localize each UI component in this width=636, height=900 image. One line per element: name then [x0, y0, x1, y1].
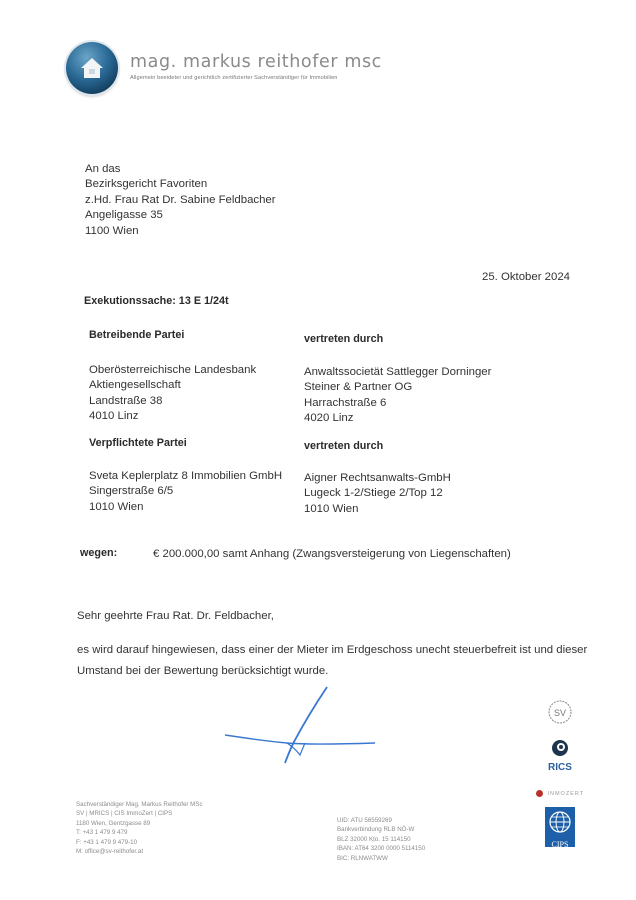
defendant-rep-line: 1010 Wien: [304, 502, 359, 515]
body-paragraph-line: es wird darauf hingewiesen, dass einer der Mieter im Erdgeschoss unecht steuerbefreit ist und dieser: [77, 644, 588, 656]
footer-bank: [337, 816, 425, 863]
letter-date: 25. Oktober 2024: [482, 271, 571, 283]
plaintiff-address: [89, 363, 256, 425]
plaintiff-rep-line: 4020 Linz: [304, 412, 354, 425]
regarding-text: € 200.000,00 samt Anhang (Zwangsversteigerung von Liegenschaften): [153, 548, 511, 560]
rics-badge: [542, 738, 578, 773]
plaintiff-rep-line: Anwaltssocietät Sattlegger Dorninger: [304, 366, 492, 378]
recipient-line: Bezirksgericht Favoriten: [85, 178, 208, 191]
plaintiff-rep-address: [304, 365, 491, 427]
plaintiff-line: Landstraße 38: [89, 394, 163, 407]
recipient-line: An das: [85, 163, 121, 175]
footer-line: 1180 Wien, Gentzgasse 89: [76, 819, 151, 827]
salutation: Sehr geehrte Frau Rat. Dr. Feldbacher,: [77, 610, 274, 622]
defendant-line: Singerstraße 6/5: [89, 485, 174, 498]
footer-line: UID: ATU 56559269: [337, 817, 392, 824]
case-number: Exekutionssache: 13 E 1/24t: [84, 295, 229, 307]
defendant-line: 1010 Wien: [89, 500, 144, 513]
footer-line: BLZ 32000 Kto. 15 114150: [337, 835, 411, 843]
house-icon: [80, 56, 104, 80]
footer-line: M: office@sv-reithofer.at: [76, 848, 144, 856]
footer-contact: [76, 800, 203, 856]
plaintiff-rep-heading: vertreten durch: [304, 333, 384, 345]
immozert-badge: [536, 785, 584, 803]
recipient-address: [85, 162, 276, 239]
svg-text:SV: SV: [553, 708, 567, 718]
footer-line: Sachverständiger Mag. Markus Reithofer MSc: [76, 801, 203, 808]
regarding-label: wegen:: [80, 547, 118, 559]
recipient-line: Angeligasse 35: [85, 209, 163, 222]
sv-seal-icon: [546, 698, 574, 726]
plaintiff-rep-line: Steiner & Partner OG: [304, 381, 413, 394]
recipient-line: z.Hd. Frau Rat Dr. Sabine Feldbacher: [85, 193, 276, 206]
recipient-line: 1100 Wien: [85, 224, 139, 237]
signature: [215, 685, 375, 765]
defendant-heading: Verpflichtete Partei: [89, 437, 187, 449]
defendant-address: [89, 469, 282, 515]
sv-badge: [545, 698, 575, 728]
plaintiff-line: Oberösterreichische Landesbank: [89, 364, 257, 376]
plaintiff-line: 4010 Linz: [89, 410, 139, 423]
immozert-logo-icon: [536, 790, 543, 797]
defendant-rep-heading: vertreten durch: [304, 440, 384, 452]
rics-label: RICS: [548, 762, 572, 773]
company-logo: [66, 42, 118, 94]
defendant-rep-line: Lugeck 1-2/Stiege 2/Top 12: [304, 487, 443, 500]
footer-line: IBAN: AT64 3200 0000 5114150: [337, 845, 426, 853]
footer-line: F: +43 1 479 9 479-10: [76, 838, 138, 846]
defendant-rep-line: Aigner Rechtsanwalts-GmbH: [304, 472, 451, 484]
footer-line: Bankverbindung RLB NÖ-W: [337, 826, 415, 834]
letterhead-name: mag. markus reithofer msc: [130, 52, 382, 72]
rics-lion-icon: [550, 738, 570, 758]
letterhead-subtitle: Allgemein beeideter und gerichtlich zertifizierter Sachverständiger für Immobilien: [130, 75, 338, 81]
cips-badge: [545, 807, 575, 847]
footer-line: BIC: RLNWATWW: [337, 854, 388, 862]
cips-label: CIPS: [551, 840, 569, 849]
plaintiff-rep-line: Harrachstraße 6: [304, 396, 387, 409]
plaintiff-line: Aktiengesellschaft: [89, 379, 181, 392]
defendant-line: Sveta Keplerplatz 8 Immobilien GmbH: [89, 470, 283, 482]
immozert-label: INMOZERT: [547, 790, 585, 797]
body-paragraph-line: Umstand bei der Bewertung berücksichtigt wurde.: [77, 665, 329, 677]
plaintiff-heading: Betreibende Partei: [89, 329, 185, 341]
footer-line: T: +43 1 479 9 479: [76, 829, 128, 837]
footer-line: SV | MRICS | CIS ImmoZert | CIPS: [76, 810, 173, 818]
defendant-rep-address: [304, 471, 451, 517]
globe-icon: [547, 809, 573, 835]
